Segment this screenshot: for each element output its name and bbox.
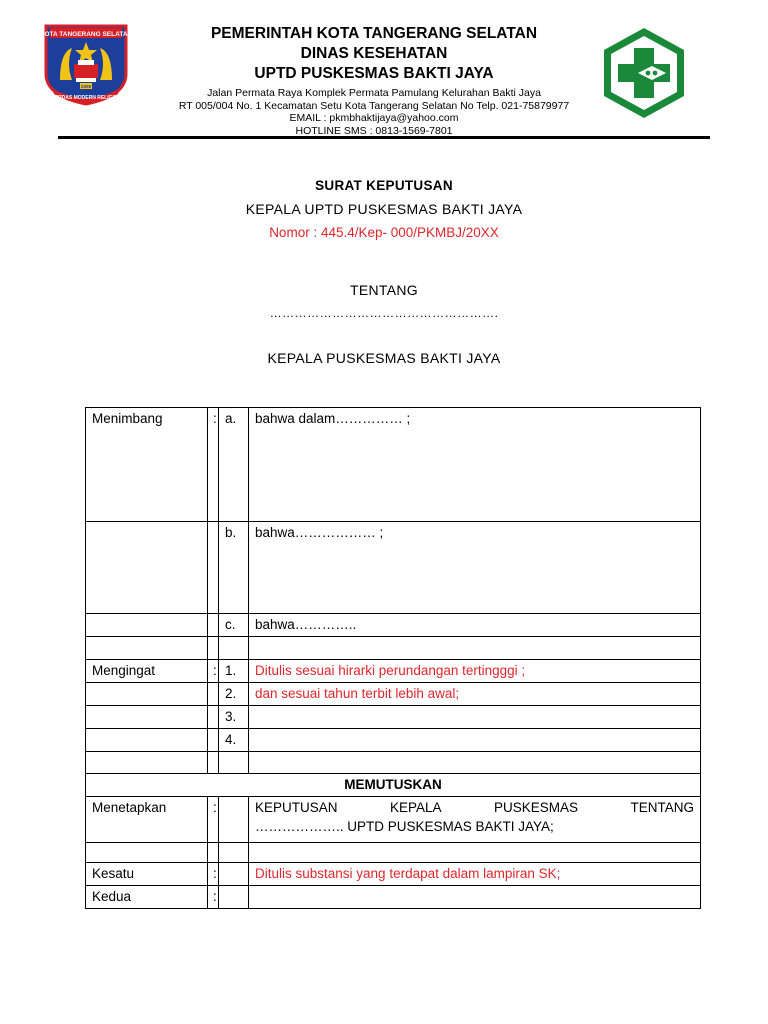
kesatu-label: Kesatu	[86, 863, 208, 886]
document-number: Nomor : 445.4/Kep- 000/PKMBJ/20XX	[269, 225, 499, 240]
colon: :	[208, 863, 219, 886]
item-number: b.	[219, 522, 249, 614]
memutuskan-heading: MEMUTUSKAN	[86, 774, 701, 797]
table-row	[86, 774, 701, 797]
mengingat-label: Mengingat	[86, 660, 208, 683]
hotline-line: HOTLINE SMS : 0813-1569-7801	[295, 124, 453, 137]
item-number: c.	[219, 614, 249, 637]
table-row	[86, 408, 701, 522]
issuer-title: KEPALA UPTD PUSKESMAS BAKTI JAYA	[245, 201, 523, 217]
table-row	[86, 886, 701, 909]
mengingat-item-3	[249, 706, 701, 729]
kesatu-text: Ditulis substansi yang terdapat dalam lampiran SK;	[249, 863, 701, 886]
colon: :	[208, 660, 219, 683]
puskesmas-logo-icon	[600, 26, 688, 120]
city-emblem-icon	[38, 22, 134, 108]
address-line-1: Jalan Permata Raya Komplek Permata Pamulang Kelurahan Bakti Jaya	[207, 87, 541, 99]
table-row	[86, 683, 701, 706]
table-row	[86, 863, 701, 886]
kedua-label: Kedua	[86, 886, 208, 909]
colon: :	[208, 408, 219, 522]
colon: :	[208, 886, 219, 909]
menetapkan-line-1: KEPUTUSAN KEPALA PUSKESMAS TENTANG	[255, 800, 694, 815]
table-row	[86, 843, 701, 863]
table-row	[86, 614, 701, 637]
letterhead	[0, 0, 768, 140]
issuer-heading: KEPALA PUSKESMAS BAKTI JAYA	[267, 350, 501, 366]
mengingat-item-4	[249, 729, 701, 752]
colon: :	[208, 797, 219, 843]
department-name: DINAS KESEHATAN	[300, 45, 448, 62]
decree-table	[85, 407, 701, 909]
clinic-name: UPTD PUSKESMAS BAKTI JAYA	[254, 65, 494, 82]
item-number: 1.	[219, 660, 249, 683]
emblem-year-text: 2008	[80, 84, 92, 89]
emblem-motto-text: CERDAS MODERN RELIGIUS	[51, 95, 121, 101]
item-number: a.	[219, 408, 249, 522]
item-number: 2.	[219, 683, 249, 706]
menimbang-item-a: bahwa dalam…………… ;	[249, 408, 701, 522]
table-row	[86, 752, 701, 774]
menimbang-item-b: bahwa……………… ;	[249, 522, 701, 614]
mengingat-item-1: Ditulis sesuai hirarki perundangan tertingggi ;	[249, 660, 701, 683]
table-row	[86, 706, 701, 729]
table-row	[86, 522, 701, 614]
table-row	[86, 729, 701, 752]
subject-heading: TENTANG	[350, 282, 418, 298]
menimbang-label: Menimbang	[86, 408, 208, 522]
document-title: SURAT KEPUTUSAN	[315, 178, 453, 193]
kedua-text	[249, 886, 701, 909]
emblem-banner-text: KOTA TANGERANG SELATAN	[39, 31, 133, 38]
address-block	[140, 87, 608, 137]
menetapkan-text	[249, 797, 701, 843]
item-number: 4.	[219, 729, 249, 752]
subject-placeholder: ……………………………………………….	[269, 306, 499, 320]
table-row	[86, 797, 701, 843]
mengingat-item-2: dan sesuai tahun terbit lebih awal;	[249, 683, 701, 706]
menetapkan-line-2: ……………….. UPTD PUSKESMAS BAKTI JAYA;	[255, 819, 554, 834]
address-line-2: RT 005/004 No. 1 Kecamatan Setu Kota Tangerang Selatan No Telp. 021-75879977	[178, 99, 570, 112]
menimbang-item-c: bahwa…………..	[249, 614, 701, 637]
item-number: 3.	[219, 706, 249, 729]
menetapkan-label: Menetapkan	[86, 797, 208, 843]
letterhead-divider	[58, 136, 710, 139]
government-name: PEMERINTAH KOTA TANGERANG SELATAN	[210, 25, 538, 42]
email-line: EMAIL : pkmbhaktijaya@yahoo.com	[289, 112, 459, 124]
letterhead-text	[140, 24, 608, 137]
table-row	[86, 660, 701, 683]
table-row	[86, 637, 701, 660]
